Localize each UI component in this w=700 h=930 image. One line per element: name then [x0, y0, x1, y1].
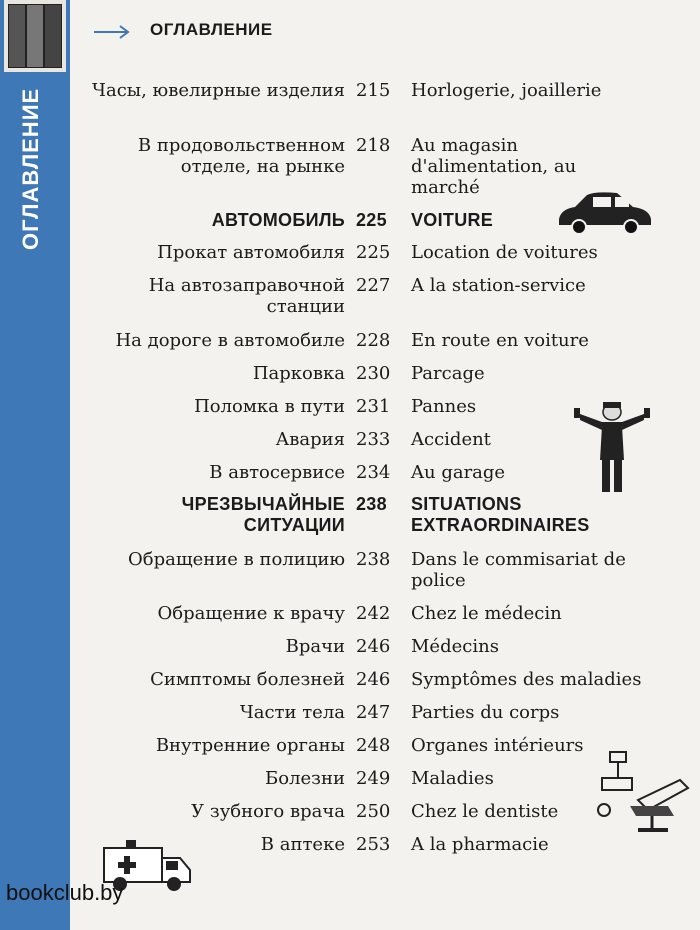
page-title: ОГЛАВЛЕНИЕ: [150, 20, 273, 39]
entry-ru: В продовольственном отделе, на рынке: [137, 135, 345, 177]
car-illustration: [555, 185, 655, 235]
entry-page: 249: [356, 768, 391, 789]
entry-page: 234: [356, 462, 391, 483]
entry-page: 225: [356, 242, 391, 263]
entry-ru: Болезни: [265, 768, 345, 789]
entry-ru: Части тела: [239, 702, 345, 723]
entry-page: 248: [356, 735, 391, 756]
entry-fr: Symptômes des maladies: [411, 669, 642, 690]
entry-page: 253: [356, 834, 391, 855]
entry-fr: Médecins: [411, 636, 499, 657]
entry-fr: Parcage: [411, 363, 485, 384]
entry-ru: Часы, ювелирные изделия: [92, 80, 345, 101]
entry-fr: Accident: [411, 429, 491, 450]
entry-ru: Врачи: [285, 636, 345, 657]
entry-page: 218: [356, 135, 391, 156]
entry-page: 246: [356, 669, 391, 690]
entry-ru: Внутренние органы: [155, 735, 345, 756]
entry-ru: На дороге в автомобиле: [115, 330, 345, 351]
entry-ru: Обращение к врачу: [157, 603, 345, 624]
entry-fr: A la pharmacie: [411, 834, 549, 855]
entry-ru: Симптомы болезней: [150, 669, 345, 690]
section-fr: SITUATIONS EXTRAORDINAIRES: [411, 494, 590, 535]
book-icon: [8, 4, 26, 68]
watermark: bookclub.by: [6, 880, 124, 905]
entry-ru: Прокат автомобиля: [157, 242, 345, 263]
entry-ru: На автозаправочной станции: [148, 275, 345, 317]
entry-ru: Авария: [275, 429, 345, 450]
entry-page: 215: [356, 80, 391, 101]
entry-page: 227: [356, 275, 391, 296]
entry-ru: Поломка в пути: [194, 396, 345, 417]
police-officer-illustration: [572, 400, 652, 495]
entry-fr: Location de voitures: [411, 242, 598, 263]
entry-fr: Dans le commisariat de police: [411, 549, 626, 591]
section-ru: ЧРЕЗВЫЧАЙНЫЕ СИТУАЦИИ: [181, 494, 345, 535]
side-spine: [0, 0, 70, 930]
entry-ru: В автосервисе: [209, 462, 345, 483]
entry-fr: Organes intérieurs: [411, 735, 584, 756]
entry-page: 247: [356, 702, 391, 723]
section-page: 225: [356, 210, 387, 230]
entry-page: 246: [356, 636, 391, 657]
entry-page: 228: [356, 330, 391, 351]
book-icon: [44, 4, 62, 68]
entry-page: 230: [356, 363, 391, 384]
books-illustration: [4, 0, 66, 72]
arrow-right-icon: [92, 22, 132, 42]
entry-fr: Maladies: [411, 768, 494, 789]
entry-page: 250: [356, 801, 391, 822]
entry-fr: Chez le médecin: [411, 603, 562, 624]
entry-fr: A la station-service: [411, 275, 586, 296]
entry-page: 233: [356, 429, 391, 450]
dentist-chair-illustration: [590, 750, 695, 835]
spine-title: ОГЛАВЛЕНИЕ: [18, 87, 43, 250]
entry-page: 231: [356, 396, 391, 417]
entry-fr: Parties du corps: [411, 702, 560, 723]
entry-fr: Pannes: [411, 396, 477, 417]
entry-fr: Au magasin d'alimentation, au marché: [411, 135, 577, 198]
entry-ru: У зубного врача: [191, 801, 345, 822]
section-fr: VOITURE: [411, 210, 494, 230]
book-icon: [26, 4, 44, 68]
entry-fr: Au garage: [411, 462, 506, 483]
entry-fr: Chez le dentiste: [411, 801, 559, 822]
entry-page: 238: [356, 549, 391, 570]
entry-page: 242: [356, 603, 391, 624]
section-ru: АВТОМОБИЛЬ: [211, 210, 345, 230]
section-page: 238: [356, 494, 387, 514]
entry-ru: Парковка: [252, 363, 345, 384]
entry-fr: En route en voiture: [411, 330, 589, 351]
entry-fr: Horlogerie, joaillerie: [411, 80, 602, 101]
entry-ru: Обращение в полицию: [128, 549, 345, 570]
entry-ru: В аптеке: [260, 834, 345, 855]
